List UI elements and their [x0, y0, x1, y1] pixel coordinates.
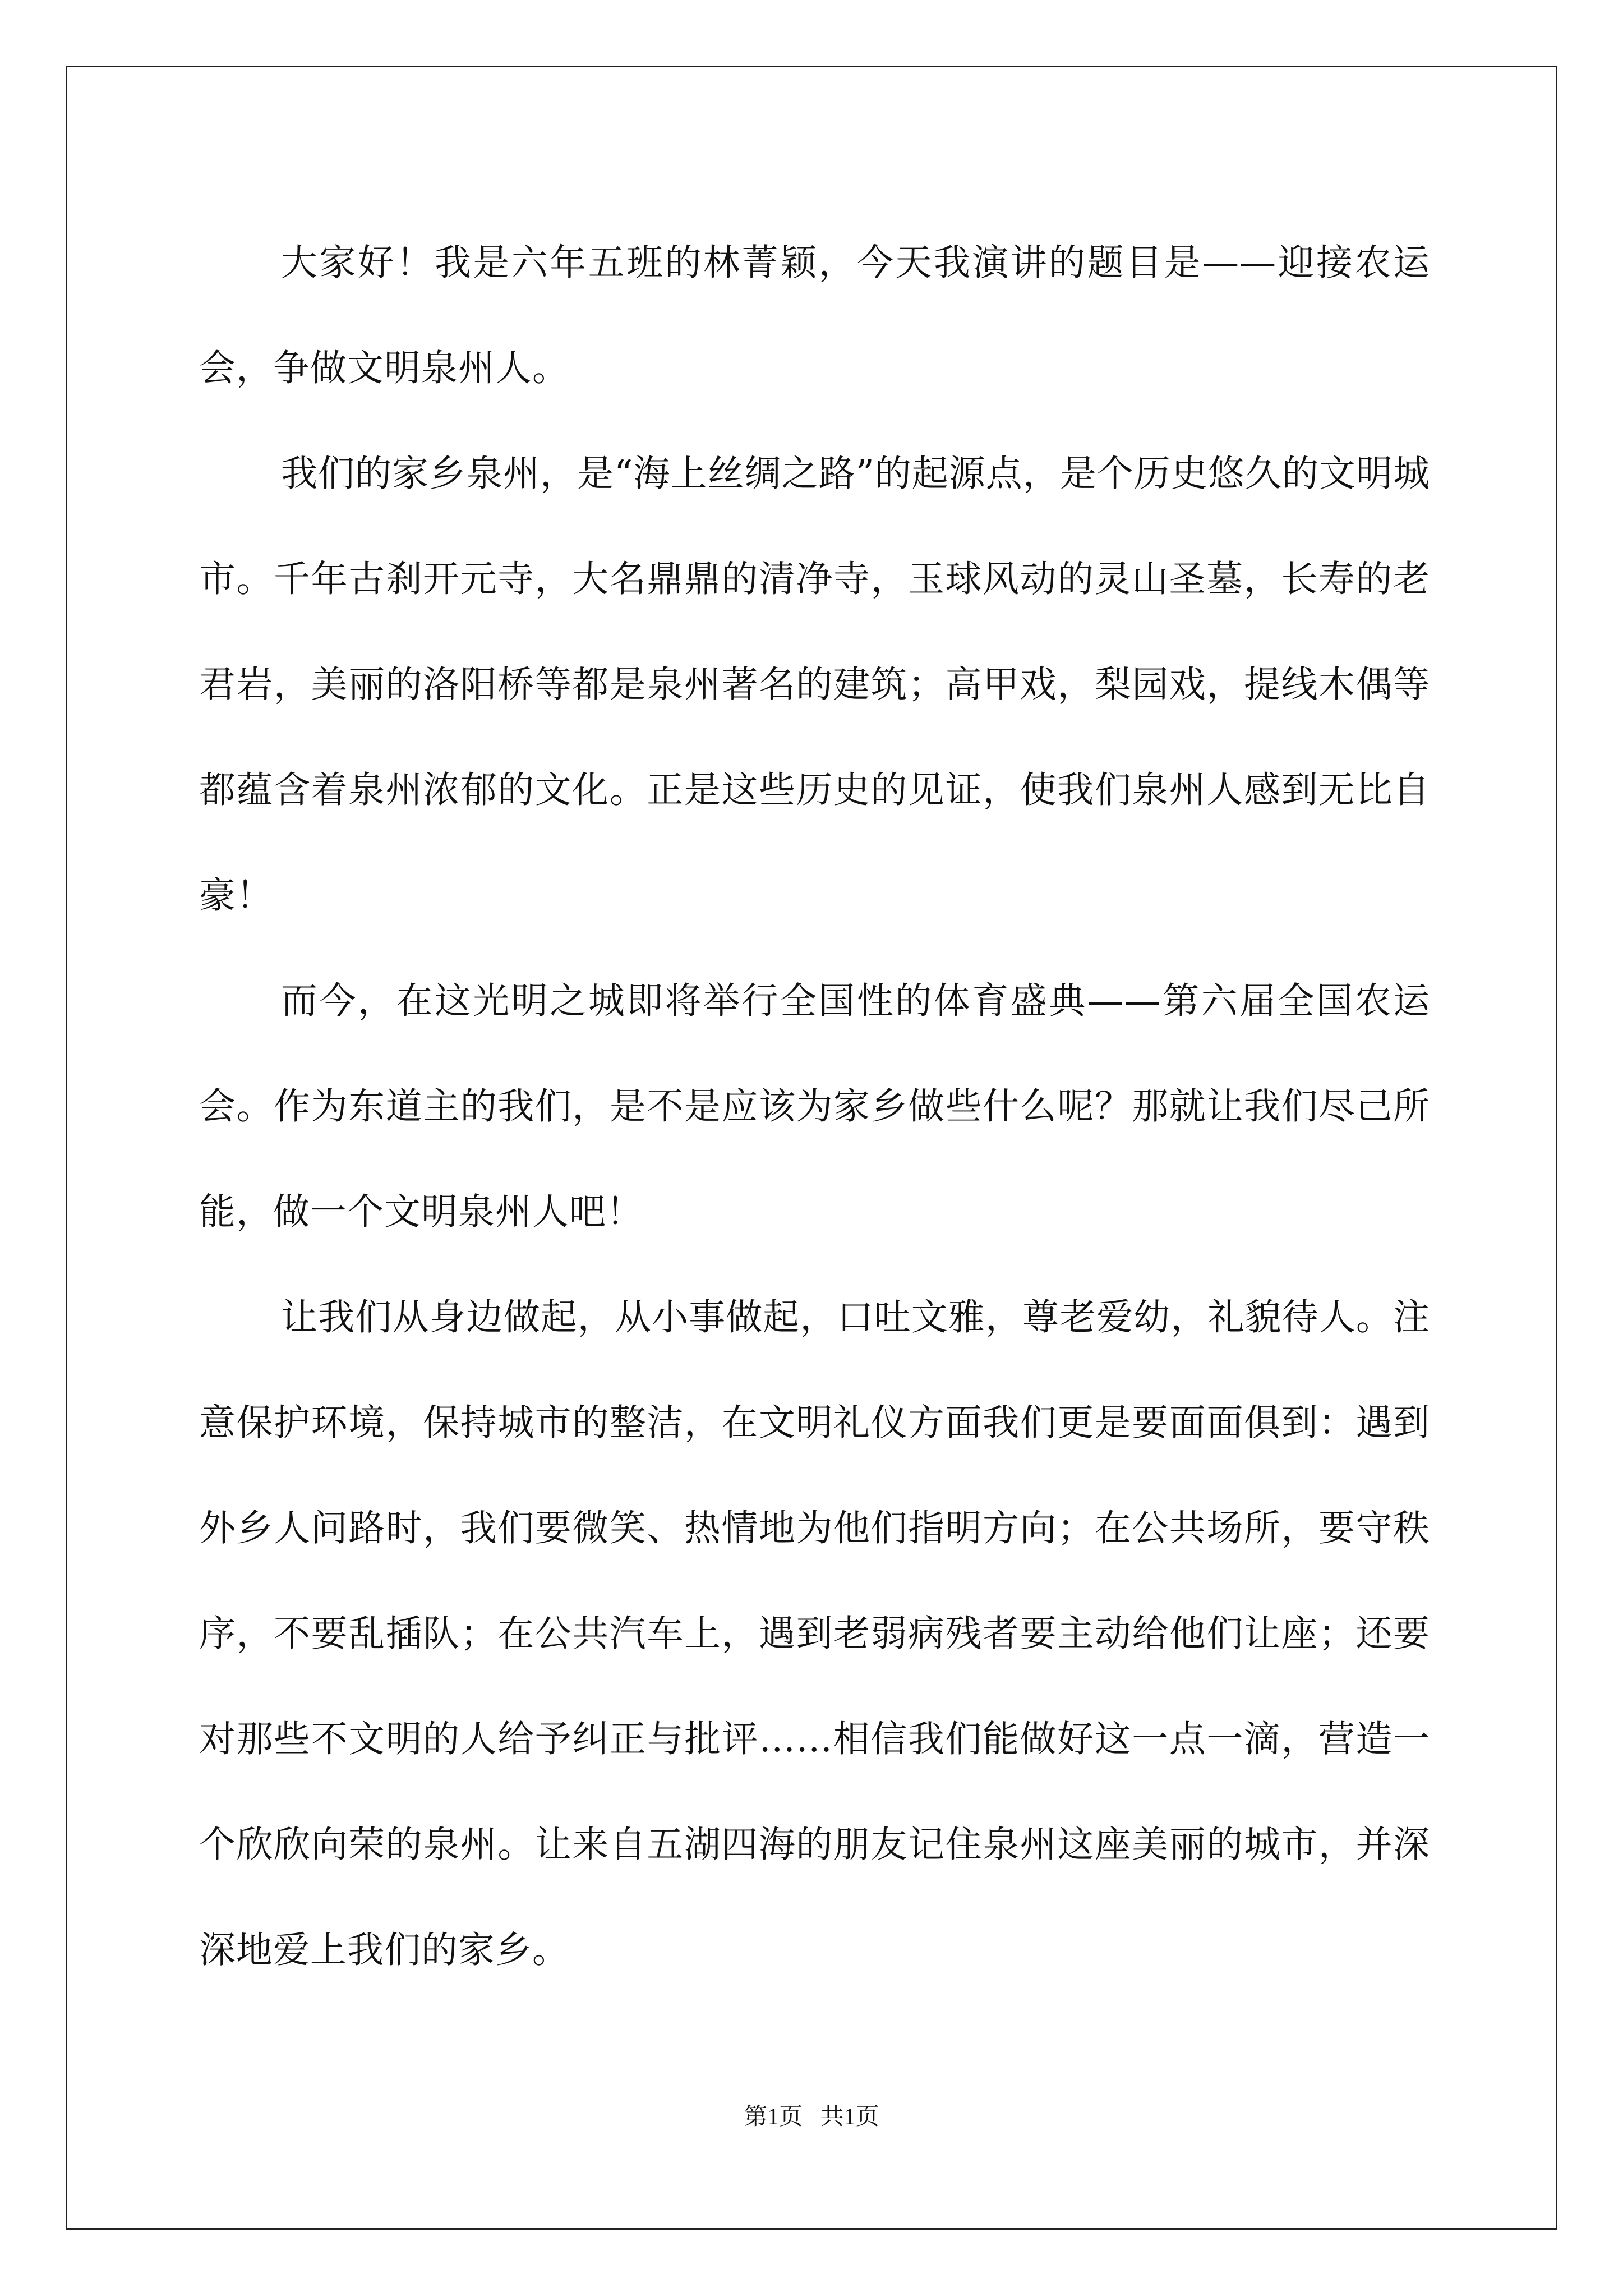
page-number-footer: 第1页 共1页 — [744, 2104, 879, 2130]
paragraph-2: 我们的家乡泉州，是“海上丝绸之路”的起源点，是个历史悠久的文明城市。千年古刹开元寺，大名鼎鼎的清净寺，玉球风动的灵山圣墓，长寿的老君岩，美丽的洛阳桥等都是泉州著名的建筑；高甲戏，梨园戏，提线木偶等都蕴含着泉州浓郁的文化。正是这些历史的见证，使我们泉州人感到无比自豪！ — [199, 453, 1430, 917]
paragraph-1: 大家好！我是六年五班的林菁颖，今天我演讲的题目是——迎接农运会，争做文明泉州人。 — [199, 242, 1430, 389]
paragraph-3: 而今，在这光明之城即将举行全国性的体育盛典——第六届全国农运会。作为东道主的我们，是不是应该为家乡做些什么呢？那就让我们尽己所能，做一个文明泉州人吧！ — [199, 980, 1430, 1233]
paragraph-4: 让我们从身边做起，从小事做起，口吐文雅，尊老爱幼，礼貌待人。注意保护环境，保持城市的整洁，在文明礼仪方面我们更是要面面俱到：遇到外乡人问路时，我们要微笑、热情地为他们指明方向；在公共场所，要守秩序，不要乱插队；在公共汽车上，遇到老弱病残者要主动给他们让座；还要对那些不文明的人给予纠正与批评……相信我们能做好这一点一滴，营造一个欣欣向荣的泉州。让来自五湖四海的朋友记住泉州这座美丽的城市，并深深地爱上我们的家乡。 — [199, 1296, 1430, 1971]
speech-body — [199, 210, 1430, 2003]
